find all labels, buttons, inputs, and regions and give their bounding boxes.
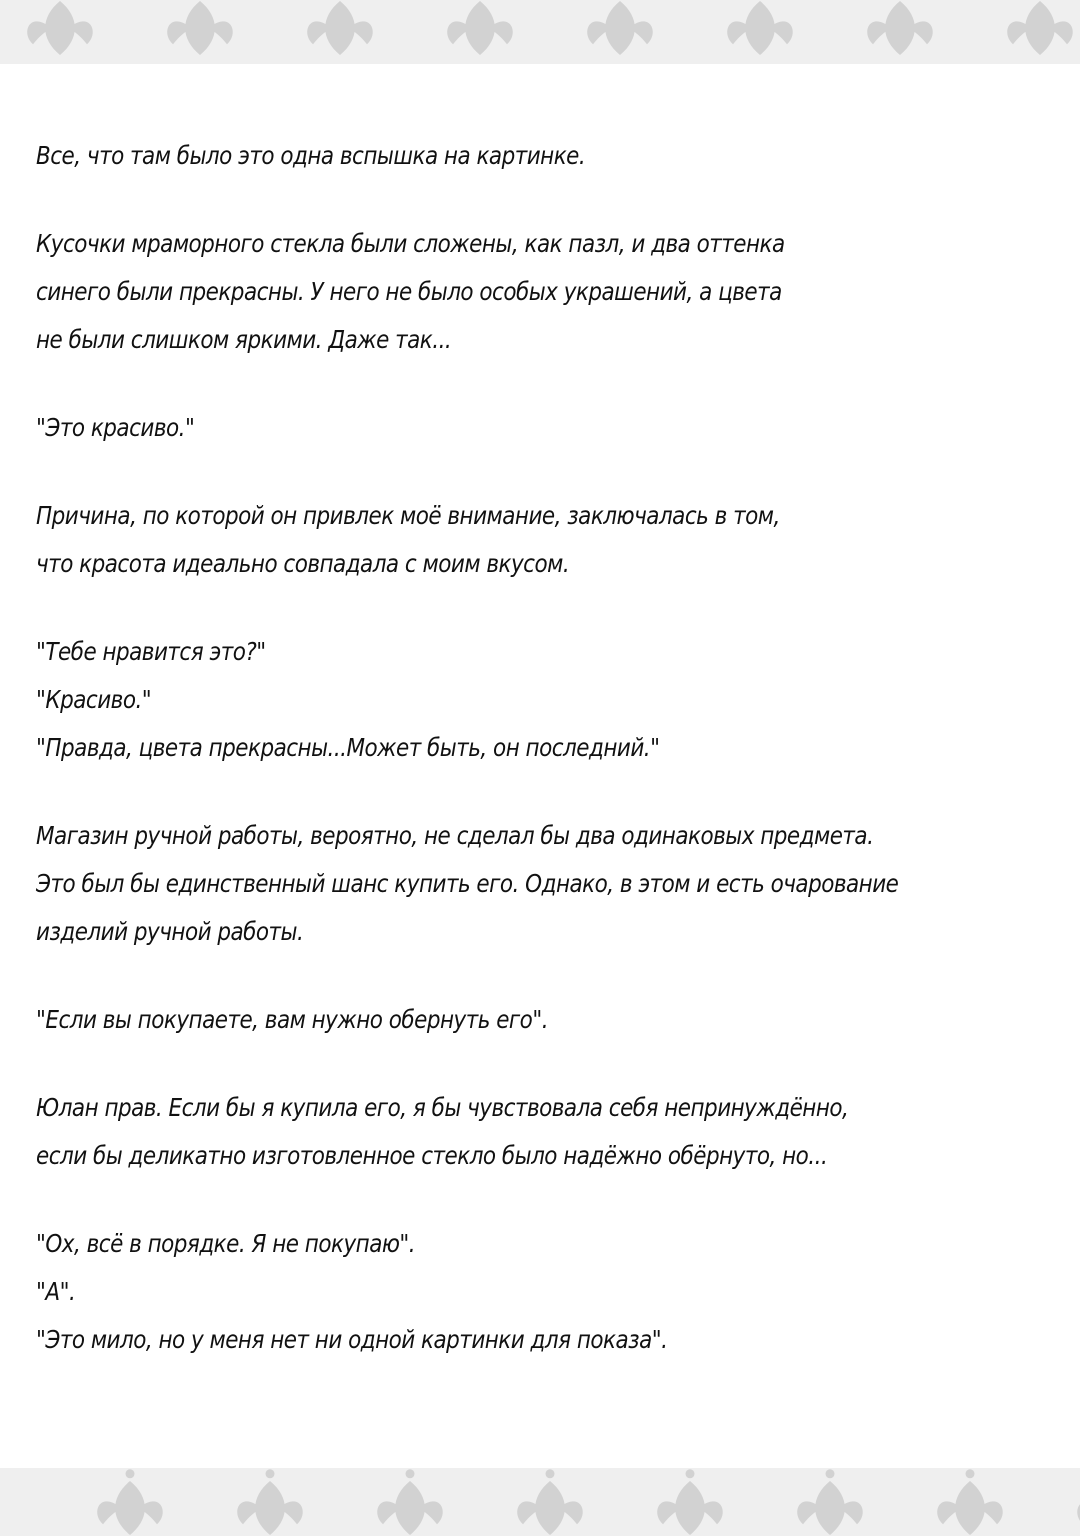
text-line: "Это красиво." bbox=[36, 413, 195, 442]
text-line: Все, что там было это одна вспышка на картинке. bbox=[36, 141, 586, 170]
text-line: Это был бы единственный шанс купить его. Однако, в этом и есть очарование bbox=[36, 869, 899, 898]
damask-ornament bbox=[27, 0, 93, 55]
paragraph bbox=[36, 628, 1036, 772]
paragraph bbox=[36, 996, 1036, 1044]
text-line: Юлан прав. Если бы я купила его, я бы чувствовала себя непринуждённо, bbox=[36, 1093, 849, 1122]
paragraph bbox=[36, 1084, 1036, 1180]
damask-ornament bbox=[937, 1469, 1003, 1535]
paragraph bbox=[36, 132, 1036, 180]
text-line: Причина, по которой он привлек моё внимание, заключалась в том, bbox=[36, 501, 780, 530]
text-line: "Ох, всё в порядке. Я не покупаю". bbox=[36, 1229, 416, 1258]
text-line: "А". bbox=[36, 1277, 76, 1306]
text-line: Кусочки мраморного стекла были сложены, как пазл, и два оттенка bbox=[36, 229, 785, 258]
damask-pattern-bottom bbox=[0, 1468, 1080, 1536]
story-text bbox=[36, 132, 1036, 1364]
text-line: "Правда, цвета прекрасны...Может быть, он последний." bbox=[36, 733, 660, 762]
damask-ornament bbox=[377, 1469, 443, 1535]
text-line: что красота идеально совпадала с моим вкусом. bbox=[36, 549, 570, 578]
text-line: синего были прекрасны. У него не было особых украшений, а цвета bbox=[36, 277, 782, 306]
text-line: "Это мило, но у меня нет ни одной картинки для показа". bbox=[36, 1325, 668, 1354]
damask-ornament bbox=[727, 0, 793, 55]
damask-ornament bbox=[517, 1469, 583, 1535]
text-line: "Красиво." bbox=[36, 685, 152, 714]
damask-ornament bbox=[587, 0, 653, 55]
damask-ornament bbox=[447, 0, 513, 55]
damask-ornament bbox=[167, 0, 233, 55]
text-line: "Тебе нравится это?" bbox=[36, 637, 266, 666]
paragraph bbox=[36, 220, 1036, 364]
text-line: Магазин ручной работы, вероятно, не сделал бы два одинаковых предмета. bbox=[36, 821, 874, 850]
damask-ornament bbox=[307, 0, 373, 55]
damask-ornament bbox=[797, 1469, 863, 1535]
decorative-footer-band bbox=[0, 1468, 1080, 1536]
damask-ornament bbox=[1007, 0, 1073, 55]
damask-ornament bbox=[97, 1469, 163, 1535]
text-line: если бы деликатно изготовленное стекло было надёжно обёрнуто, но... bbox=[36, 1141, 828, 1170]
paragraph bbox=[36, 1220, 1036, 1364]
text-line: изделий ручной работы. bbox=[36, 917, 304, 946]
damask-pattern-top bbox=[0, 0, 1080, 64]
damask-ornament bbox=[657, 1469, 723, 1535]
text-line: "Если вы покупаете, вам нужно обернуть его". bbox=[36, 1005, 549, 1034]
paragraph bbox=[36, 404, 1036, 452]
damask-ornament bbox=[237, 1469, 303, 1535]
text-line: не были слишком яркими. Даже так... bbox=[36, 325, 452, 354]
damask-ornament bbox=[867, 0, 933, 55]
decorative-header-band bbox=[0, 0, 1080, 64]
paragraph bbox=[36, 492, 1036, 588]
paragraph bbox=[36, 812, 1036, 956]
